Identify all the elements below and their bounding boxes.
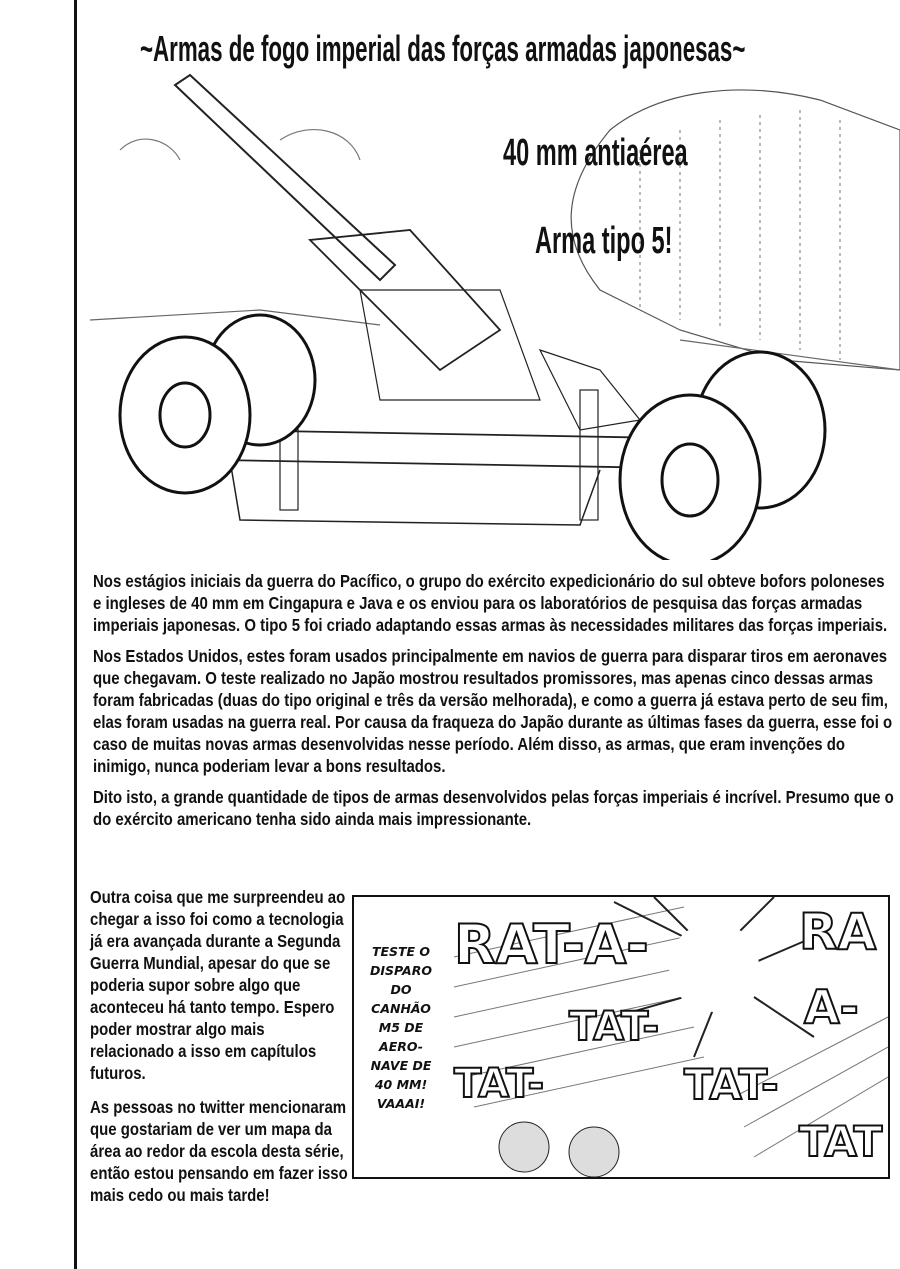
anti-aircraft-gun-illustration bbox=[80, 70, 900, 560]
subtitle-caliber: 40 mm antiaérea bbox=[503, 132, 688, 174]
sound-effect: TAT- bbox=[454, 1061, 545, 1107]
sound-effect: RA bbox=[799, 903, 877, 961]
sound-effect: TAT- bbox=[569, 1004, 660, 1050]
panel-caption: TESTE O DISPARO DO CANHÃO M5 DE AERO-NAVE DE 40 MM! VAAAI! bbox=[370, 944, 432, 1111]
body-paragraph: Nos estágios iniciais da guerra do Pacífico, o grupo do exército expedicionário do sul obteve bofors poloneses e ingleses de 40 mm em Cingapura e Java e os enviou para os laboratórios de pesquisa das forças armadas imperiais japonesas. O tipo 5 foi criado adaptando essas armas às necessidades militares das forças imperiais. bbox=[93, 571, 888, 635]
subtitle-weapon-type: Arma tipo 5! bbox=[535, 220, 673, 262]
body-paragraph: Dito isto, a grande quantidade de tipos de armas desenvolvidos pelas forças imperiais é incrível. Presumo que o do exército americano tenha sido ainda mais impressionante. bbox=[93, 787, 894, 829]
side-paragraph: As pessoas no twitter mencionaram que gostariam de ver um mapa da área ao redor da escola desta série, então estou pensando em fazer isso mais cedo ou mais tarde! bbox=[90, 1097, 348, 1205]
manga-panel bbox=[352, 895, 890, 1179]
side-paragraph: Outra coisa que me surpreendeu ao chegar a isso foi como a tecnologia já era avançada durante a Segunda Guerra Mundial, apesar do que se poderia supor sobre algo que aconteceu há tanto tempo. Espero poder mostrar algo mais relacionado a isso em capítulos futuros. bbox=[90, 887, 346, 1083]
body-paragraph: Nos Estados Unidos, estes foram usados principalmente em navios de guerra para disparar tiros em aeronaves que chegavam. O teste realizado no Japão mostrou resultados promissores, mas apenas cinco dessas armas foram fabricadas (duas do tipo original e três da versão melhorada), e como a guerra já estava perto de seu fim, elas foram usadas na guerra real. Por causa da fraqueza do Japão durante as últimas fases da guerra, esse foi o caso de muitas novas armas desenvolvidas nesse período. Além disso, as armas, que eram invenções do inimigo, nunca poderiam levar a bons resultados. bbox=[93, 646, 893, 776]
body-text-column bbox=[93, 570, 897, 830]
page-title: ~Armas de fogo imperial das forças armadas japonesas~ bbox=[140, 28, 746, 69]
page-border-line bbox=[74, 0, 77, 1269]
side-text-column bbox=[90, 886, 350, 1206]
sound-effect: A- bbox=[804, 980, 859, 1034]
sound-effect: TAT- bbox=[684, 1060, 779, 1109]
sound-effect: TAT bbox=[799, 1117, 883, 1166]
sound-effect: RAT-A- bbox=[454, 913, 649, 976]
